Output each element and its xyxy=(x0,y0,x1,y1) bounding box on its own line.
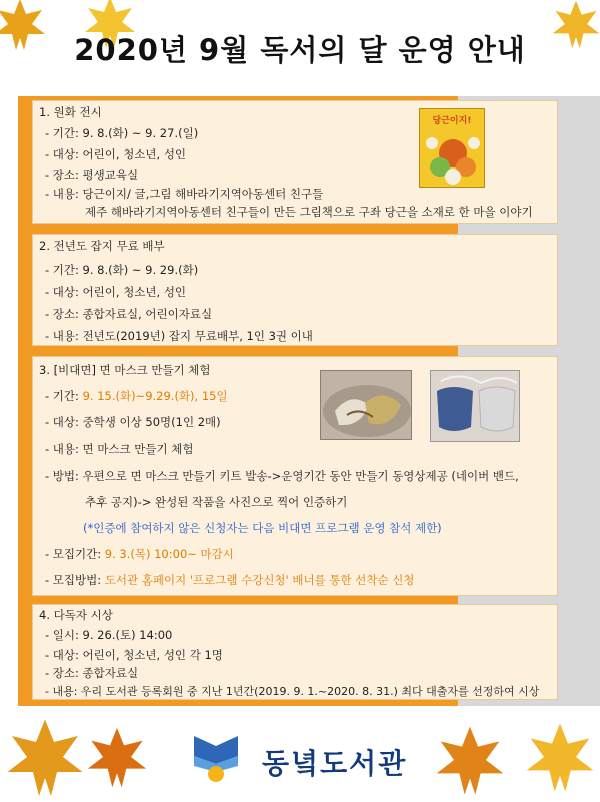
period-text: - 기간: 9. 8.(화) ~ 9. 29.(화) xyxy=(45,263,199,277)
section-heading: 1. 원화 전시 xyxy=(39,105,102,119)
method-text: - 방법: 우편으로 면 마스크 만들기 키트 발송->운영기간 동안 만들기 동영상제공 (네이버 밴드, xyxy=(45,469,519,483)
recruit-period-value: 9. 3.(목) 10:00~ 마감시 xyxy=(104,547,234,561)
content-detail-text: 제주 해바라기지역아동센터 친구들이 만든 그림책으로 구좌 당근을 소재로 한 마을 이야기 xyxy=(85,205,533,219)
place-text: - 장소: 종합자료실 xyxy=(45,666,139,680)
place-text: - 장소: 평생교육실 xyxy=(45,168,139,182)
period-value: 9. 15.(화)~9.29.(화), 15일 xyxy=(82,389,228,403)
maple-leaf-icon xyxy=(82,722,152,792)
page-title: 2020년 9월 독서의 달 운영 안내 xyxy=(74,33,526,67)
library-logo-icon xyxy=(186,726,246,786)
target-text: - 대상: 중학생 이상 50명(1인 2매) xyxy=(45,415,221,429)
book-title: 당근이지! xyxy=(432,116,472,126)
content-text: - 내용: 전년도(2019년) 잡지 무료배부, 1인 3권 이내 xyxy=(45,329,313,343)
mask-photo-1 xyxy=(320,370,412,440)
notice-text: (*인증에 참여하지 않은 신청자는 다음 비대면 프로그램 운영 참석 제한) xyxy=(83,521,442,535)
section-heading: 3. [비대면] 면 마스크 만들기 체험 xyxy=(39,363,211,377)
maple-leaf-icon xyxy=(520,714,600,800)
period-line xyxy=(45,391,228,403)
recruit-period-label: - 모집기간: xyxy=(45,547,105,561)
recruit-method-line xyxy=(45,575,414,587)
date-text: - 일시: 9. 26.(토) 14:00 xyxy=(45,628,173,642)
target-text: - 대상: 어린이, 청소년, 성인 xyxy=(45,285,187,299)
target-text: - 대상: 어린이, 청소년, 성인 각 1명 xyxy=(45,648,223,662)
maple-leaf-icon xyxy=(430,720,510,800)
section-reader-award xyxy=(32,604,558,700)
section-heading: 2. 전년도 잡지 무료 배부 xyxy=(39,239,165,253)
content-text: - 내용: 면 마스크 만들기 체험 xyxy=(45,442,194,456)
book-cover-image xyxy=(419,108,485,188)
target-text: - 대상: 어린이, 청소년, 성인 xyxy=(45,147,187,161)
method-text-cont: 추후 공지)-> 완성된 작품을 사진으로 찍어 인증하기 xyxy=(85,495,348,509)
period-label: - 기간: xyxy=(45,389,83,403)
place-text: - 장소: 종합자료실, 어린이자료실 xyxy=(45,307,213,321)
period-text: - 기간: 9. 8.(화) ~ 9. 27.(일) xyxy=(45,126,199,140)
section-heading: 4. 다독자 시상 xyxy=(39,608,113,622)
recruit-method-label: - 모집방법: xyxy=(45,573,105,587)
mask-photo-2 xyxy=(430,370,520,442)
content-text: - 내용: 당근이지/ 글,그림 해바라기지역아동센터 친구들 xyxy=(45,187,324,201)
section-magazine xyxy=(32,234,558,346)
library-name: 동녘도서관 xyxy=(262,747,408,780)
maple-leaf-icon xyxy=(0,712,90,802)
recruit-period-line xyxy=(45,549,234,561)
content-text: - 내용: 우리 도서관 등록회원 중 지난 1년간(2019. 9. 1.~2020. 8. 31.) 최다 대출자를 선정하여 시상 xyxy=(45,685,540,698)
recruit-method-value: 도서관 홈페이지 '프로그램 수강신청' 배너를 통한 선착순 신청 xyxy=(104,573,415,587)
